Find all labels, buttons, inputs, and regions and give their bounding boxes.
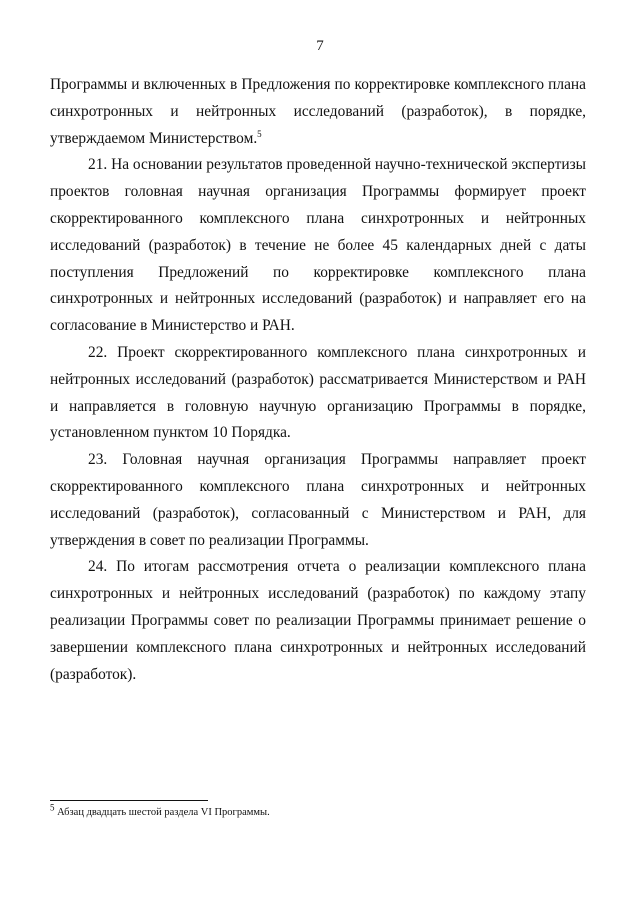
page-number: 7 (316, 38, 324, 54)
paragraph-22: 22. Проект скорректированного комплексного плана синхротронных и нейтронных исследований (разработок) рассматривается Министерством и РАН и направляется в головную научную организацию Программы в порядке, установленном пунктом 10 Порядка. (50, 343, 586, 442)
footnote-marker: 5 (50, 802, 55, 813)
footnote (50, 802, 590, 820)
footnote-divider (50, 800, 208, 801)
paragraph-23: 23. Головная научная организация Программы направляет проект скорректированного комплексного плана синхротронных и нейтронных исследований (разработок), согласованный с Министерством и РАН, для утверждения в совет по реализации Программы. (50, 451, 586, 549)
paragraph-continuation (50, 72, 586, 152)
footnote-reference: 5 (257, 128, 262, 139)
paragraph-24: 24. По итогам рассмотрения отчета о реализации комплексного плана синхротронных и нейтронных исследований (разработок) по каждому этапу реализации Программы совет по реализации Программы принимает решение о завершении комплексного плана синхротронных и нейтронных исследований (разработок). (50, 558, 586, 683)
paragraph-21: 21. На основании результатов проведенной научно-технической экспертизы проектов головная научная организация Программы формирует проект скорректированного комплексного плана синхротронных и нейтронных исследований (разработок) в течение не более 45 календарных дней с даты поступления Предложений по корректировке комплексного плана синхротронных и нейтронных исследований (разработок) и направляет его на согласование в Министерство и РАН. (50, 156, 586, 335)
paragraph-text: Программы и включенных в Предложения по корректировке комплексного плана синхротронных и нейтронных исследований (разработок), в порядке, утверждаемом Министерством. (50, 76, 586, 147)
footnote-text: Абзац двадцать шестой раздела VI Программы. (57, 807, 270, 818)
document-body (50, 72, 586, 688)
